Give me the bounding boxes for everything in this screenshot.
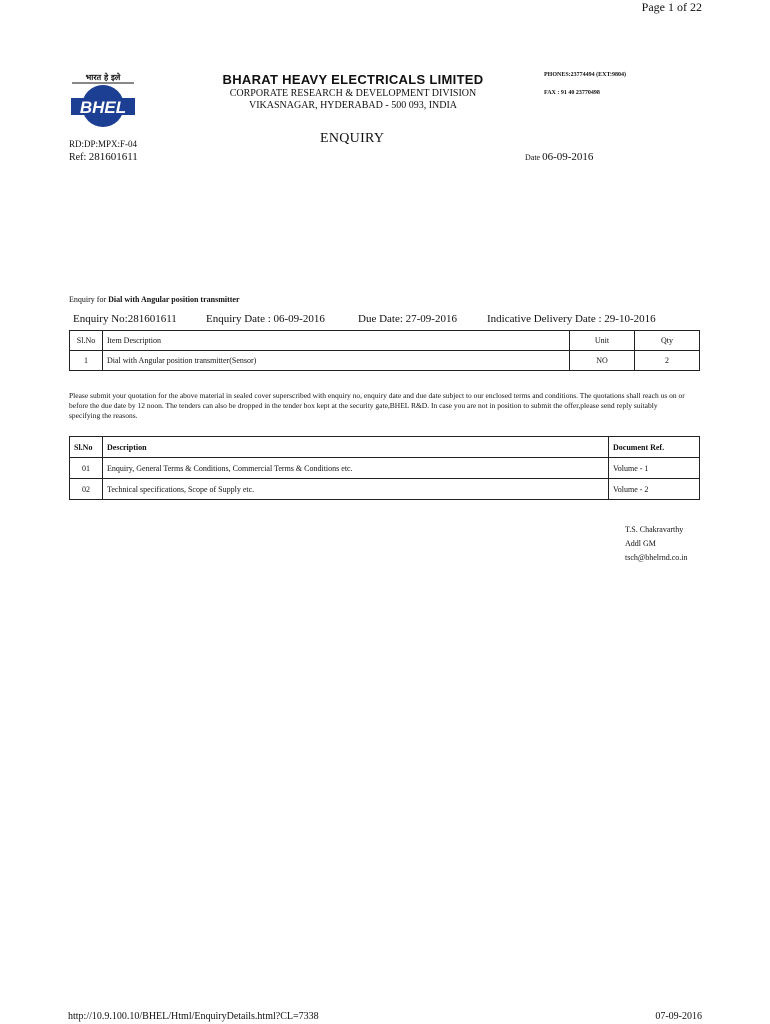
cell-description: Enquiry, General Terms & Conditions, Commercial Terms & Conditions etc. bbox=[103, 458, 609, 479]
cell-description: Technical specifications, Scope of Supply etc. bbox=[103, 479, 609, 500]
header-item-description: Item Description bbox=[103, 331, 570, 351]
enquiry-for-item: Dial with Angular position transmitter bbox=[108, 295, 240, 304]
signatory-designation: Addl GM bbox=[625, 539, 656, 548]
cell-item-description: Dial with Angular position transmitter(Sensor) bbox=[103, 351, 570, 371]
cell-unit: NO bbox=[570, 351, 635, 371]
footer-date: 07-09-2016 bbox=[655, 1011, 702, 1022]
division-name: CORPORATE RESEARCH & DEVELOPMENT DIVISION bbox=[229, 88, 477, 99]
cell-document-ref: Volume - 1 bbox=[609, 458, 700, 479]
date-label: Date bbox=[525, 153, 541, 162]
cell-qty: 2 bbox=[635, 351, 700, 371]
submission-note: Please submit your quotation for the above material in sealed cover superscribed with enquiry no, enquiry date and due date subject to our enclosed terms and conditions. The quotations shall reach us on or before the due date by 12 noon. The tenders can also be dropped in the tender box kept at the security gate,BHEL R&D. In case you are not in position to submit the offer,please send reply suitably specifying the reasons. bbox=[69, 391, 685, 420]
docs-header-row bbox=[70, 437, 700, 458]
cell-slno: 1 bbox=[70, 351, 103, 371]
company-name: BHARAT HEAVY ELECTRICALS LIMITED bbox=[222, 72, 484, 87]
documents-table bbox=[69, 436, 700, 500]
document-title: ENQUIRY bbox=[320, 131, 385, 146]
enquiry-for bbox=[69, 295, 240, 304]
due-date: Due Date: 27-09-2016 bbox=[358, 313, 457, 325]
fax-number: FAX : 91 40 23770498 bbox=[544, 90, 600, 96]
table-row bbox=[70, 479, 700, 500]
cell-slno: 02 bbox=[70, 479, 103, 500]
date-value: 06-09-2016 bbox=[542, 151, 594, 163]
table-row bbox=[70, 458, 700, 479]
page-number: Page 1 of 22 bbox=[641, 0, 702, 14]
delivery-date: Indicative Delivery Date : 29-10-2016 bbox=[487, 313, 656, 325]
bhel-logo bbox=[68, 72, 138, 128]
form-code: RD:DP:MPX:F-04 bbox=[69, 139, 138, 149]
reference bbox=[69, 151, 138, 163]
header-qty: Qty bbox=[635, 331, 700, 351]
header-document-ref: Document Ref. bbox=[609, 437, 700, 458]
header-description: Description bbox=[103, 437, 609, 458]
ref-label: Ref: bbox=[69, 152, 87, 163]
table-row bbox=[70, 351, 700, 371]
svg-text:BHEL: BHEL bbox=[79, 98, 127, 117]
header-unit: Unit bbox=[570, 331, 635, 351]
document-date bbox=[525, 151, 593, 163]
items-header-row bbox=[70, 331, 700, 351]
enquiry-for-label: Enquiry for bbox=[69, 295, 107, 304]
enquiry-number: Enquiry No:281601611 bbox=[73, 313, 177, 325]
header-slno: Sl.No bbox=[70, 331, 103, 351]
enquiry-date: Enquiry Date : 06-09-2016 bbox=[206, 313, 325, 325]
header-slno: Sl.No bbox=[70, 437, 103, 458]
cell-slno: 01 bbox=[70, 458, 103, 479]
signatory-block bbox=[625, 523, 687, 565]
address: VIKASNAGAR, HYDERABAD - 500 093, INDIA bbox=[248, 100, 458, 111]
footer-url: http://10.9.100.10/BHEL/Html/EnquiryDetails.html?CL=7338 bbox=[68, 1011, 319, 1022]
items-table bbox=[69, 330, 700, 371]
ref-value: 281601611 bbox=[88, 151, 138, 163]
cell-document-ref: Volume - 2 bbox=[609, 479, 700, 500]
svg-text:भारत हे इले: भारत हे इले bbox=[85, 72, 121, 82]
phone-numbers: PHONES:23774494 (EXT:9804) bbox=[544, 72, 627, 78]
division-address bbox=[215, 88, 491, 112]
signatory-name: T.S. Chakravarthy bbox=[625, 525, 684, 534]
signatory-email: tsch@bhelrnd.co.in bbox=[625, 553, 688, 562]
